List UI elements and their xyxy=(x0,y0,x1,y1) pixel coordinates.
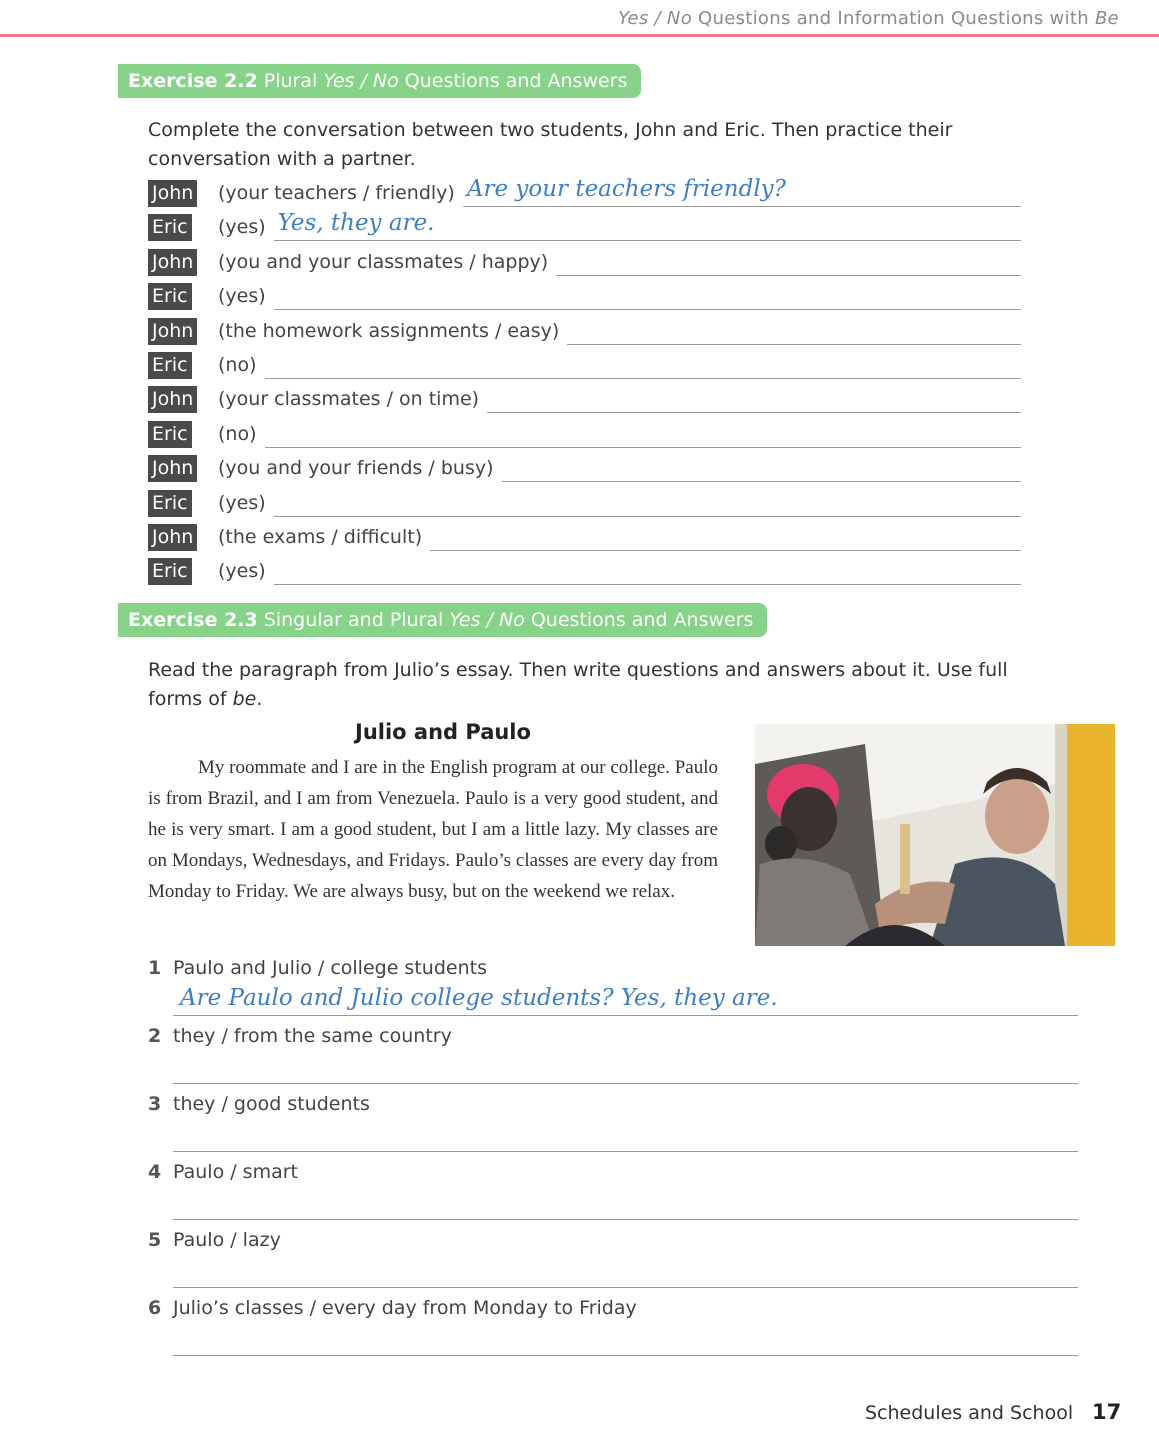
speaker-tag: Eric xyxy=(148,352,192,379)
question-prompt: they / from the same country xyxy=(173,1025,452,1047)
speaker-tag: John xyxy=(148,524,197,551)
question-prompt: Paulo and Julio / college students xyxy=(173,957,487,979)
answer-line[interactable] xyxy=(173,1355,1078,1356)
answer-line[interactable] xyxy=(430,550,1021,551)
question-number: 2 xyxy=(148,1025,162,1047)
question-number: 5 xyxy=(148,1229,162,1251)
question-number: 6 xyxy=(148,1297,162,1319)
question-number: 3 xyxy=(148,1093,162,1115)
speaker-tag: Eric xyxy=(148,283,192,310)
dialogue-prompt: (you and your classmates / happy) xyxy=(218,251,549,273)
speaker-tag: John xyxy=(148,249,197,276)
answer-line[interactable] xyxy=(265,447,1022,448)
answer-line[interactable] xyxy=(173,1083,1078,1084)
answer-line[interactable] xyxy=(463,206,1021,207)
question-prompt: they / good students xyxy=(173,1093,370,1115)
answer-line[interactable] xyxy=(173,1015,1078,1016)
question-number: 1 xyxy=(148,957,162,979)
essay-title: Julio and Paulo xyxy=(355,720,531,744)
dialogue-prompt: (yes) xyxy=(218,216,266,238)
dialogue-prompt: (no) xyxy=(218,423,257,445)
speaker-tag: John xyxy=(148,386,197,413)
question-number: 4 xyxy=(148,1161,162,1183)
question-prompt: Julio’s classes / every day from Monday to Friday xyxy=(173,1297,637,1319)
answer-line[interactable] xyxy=(567,344,1021,345)
answer-line[interactable] xyxy=(173,1219,1078,1220)
students-photo xyxy=(755,724,1115,946)
dialogue-prompt: (your teachers / friendly) xyxy=(218,182,455,204)
speaker-tag: Eric xyxy=(148,214,192,241)
answer-line[interactable] xyxy=(265,378,1022,379)
answer-line[interactable] xyxy=(487,412,1021,413)
essay-paragraph: My roommate and I are in the English program at our college. Paulo is from Brazil, and I am from Venezuela. Paulo is a very good student, and he is very smart. I am a good student, but I am a little lazy. My classes are on Mondays, Wednesdays, and Fridays. Paulo’s classes are every day from Monday to Friday. We are always busy, but on the weekend we relax. xyxy=(148,757,718,902)
answer-line[interactable] xyxy=(274,584,1021,585)
answer-line[interactable] xyxy=(502,481,1021,482)
running-header: Yes / No Questions and Information Questions with Be xyxy=(618,8,1119,29)
speaker-tag: John xyxy=(148,455,197,482)
exercise-2-2-instructions: Complete the conversation between two students, John and Eric. Then practice their conversation with a partner. xyxy=(148,119,953,170)
answer-line[interactable] xyxy=(173,1287,1078,1288)
speaker-tag: John xyxy=(148,180,197,207)
speaker-tag: John xyxy=(148,318,197,345)
exercise-2-3-instructions: Read the paragraph from Julio’s essay. Then write questions and answers about it. Use full forms of be. xyxy=(148,659,1008,710)
dialogue-prompt: (yes) xyxy=(218,560,266,582)
dialogue-prompt: (no) xyxy=(218,354,257,376)
answer-line[interactable] xyxy=(556,275,1021,276)
page-number: 17 xyxy=(1092,1400,1122,1424)
answer-line[interactable] xyxy=(274,309,1021,310)
dialogue-prompt: (yes) xyxy=(218,285,266,307)
exercise-2-3-banner: Exercise 2.3 Singular and Plural Yes / No Questions and Answers xyxy=(118,603,767,637)
dialogue-prompt: (the homework assignments / easy) xyxy=(218,320,560,342)
answer-line[interactable] xyxy=(274,240,1021,241)
dialogue-prompt: (you and your friends / busy) xyxy=(218,457,494,479)
handwritten-answer: Are your teachers friendly? xyxy=(466,176,787,202)
dialogue-prompt: (your classmates / on time) xyxy=(218,388,480,410)
question-prompt: Paulo / lazy xyxy=(173,1229,281,1251)
header-rule xyxy=(0,34,1159,37)
handwritten-answer: Are Paulo and Julio college students? Yes, they are. xyxy=(180,985,778,1011)
answer-line[interactable] xyxy=(274,516,1021,517)
question-prompt: Paulo / smart xyxy=(173,1161,298,1183)
exercise-2-2-banner: Exercise 2.2 Plural Yes / No Questions and Answers xyxy=(118,64,641,98)
footer-title: Schedules and School xyxy=(865,1402,1074,1424)
handwritten-answer: Yes, they are. xyxy=(277,210,435,236)
dialogue-prompt: (the exams / difficult) xyxy=(218,526,423,548)
speaker-tag: Eric xyxy=(148,558,192,585)
answer-line[interactable] xyxy=(173,1151,1078,1152)
speaker-tag: Eric xyxy=(148,421,192,448)
dialogue-prompt: (yes) xyxy=(218,492,266,514)
speaker-tag: Eric xyxy=(148,490,192,517)
